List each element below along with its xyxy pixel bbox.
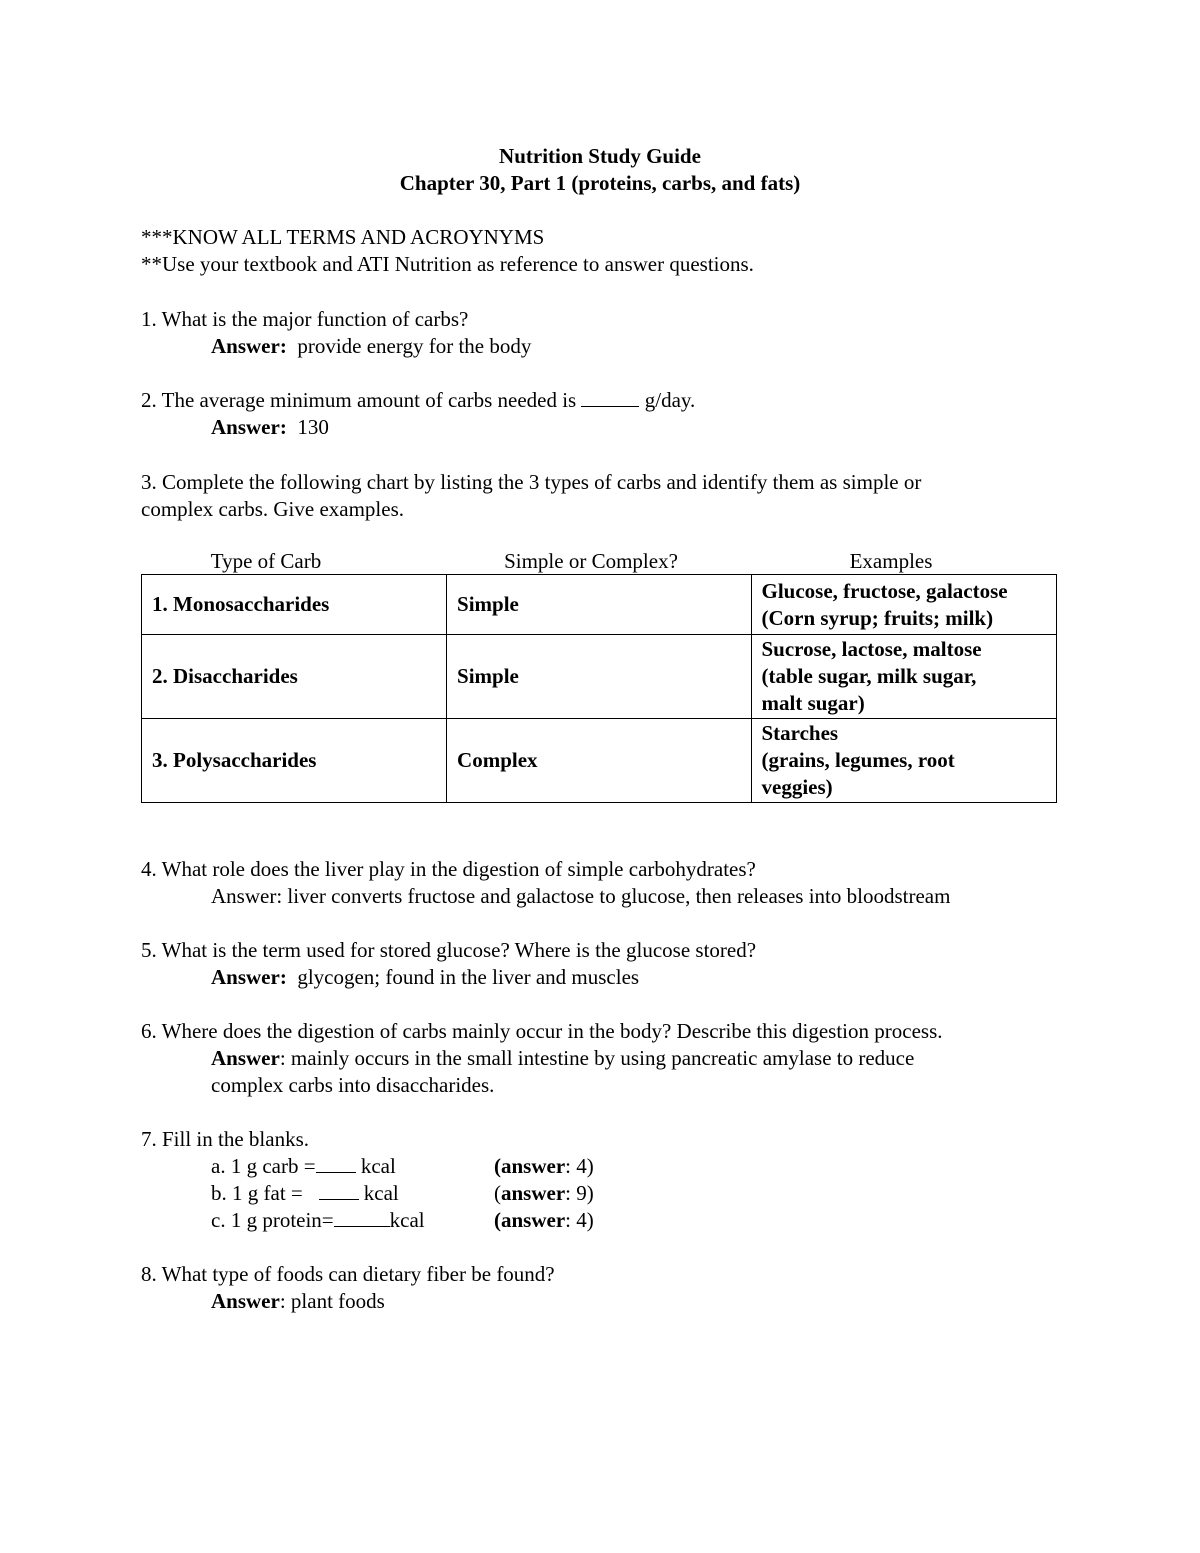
answer-value: : 4) [565, 1154, 594, 1178]
answer-blank [319, 1181, 359, 1200]
question-1: 1. What is the major function of carbs? [141, 307, 469, 331]
question-2 [141, 388, 695, 413]
item-unit: kcal [360, 1154, 396, 1178]
table-row [142, 635, 1057, 719]
column-header-type: Type of Carb [210, 549, 322, 573]
item-unit: kcal [389, 1208, 425, 1232]
answer-word: answer [501, 1208, 566, 1232]
answer-6-line-1 [211, 1046, 914, 1071]
answer-blank [334, 1208, 390, 1227]
answer-5 [211, 965, 639, 990]
fill-blank-item [211, 1154, 396, 1179]
question-5: 5. What is the term used for stored glucose? Where is the glucose stored? [141, 938, 757, 962]
table-row [142, 575, 1057, 635]
examples-line: malt sugar) [761, 691, 865, 715]
carb-types-table [141, 574, 1057, 803]
paren: ( [494, 1154, 501, 1178]
document-subtitle: Chapter 30, Part 1 (proteins, carbs, and fats) [399, 171, 801, 195]
item-label: c. 1 g protein= [211, 1208, 334, 1232]
cell-type: 2. Disaccharides [142, 635, 447, 719]
item-label: b. 1 g fat = [211, 1181, 303, 1205]
examples-line: (Corn syrup; fruits; milk) [761, 605, 994, 630]
fill-blank-answer [494, 1154, 594, 1179]
cell-type: 1. Monosaccharides [142, 575, 447, 635]
column-header-kind: Simple or Complex? [504, 549, 678, 573]
cell-kind: Simple [447, 575, 751, 635]
paren: ( [494, 1208, 501, 1232]
document-title: Nutrition Study Guide [499, 144, 701, 168]
answer-blank [581, 388, 639, 407]
answer-text: glycogen; found in the liver and muscles [297, 965, 640, 989]
answer-text: 130 [297, 415, 329, 439]
cell-examples [751, 575, 1057, 635]
answer-label: Answer [211, 1289, 280, 1313]
item-unit: kcal [363, 1181, 399, 1205]
question-6: 6. Where does the digestion of carbs mainly occur in the body? Describe this digestion process. [141, 1019, 943, 1043]
question-8: 8. What type of foods can dietary fiber be found? [141, 1262, 555, 1286]
fill-blank-item [211, 1181, 399, 1206]
answer-word: answer [501, 1181, 566, 1205]
fill-blank-answer [494, 1208, 594, 1233]
examples-line: Sucrose, lactose, maltose [761, 637, 982, 661]
answer-6-line-2: complex carbs into disaccharides. [211, 1073, 495, 1097]
question-unit: g/day. [644, 388, 696, 412]
answer-label: Answer: [211, 334, 287, 358]
examples-line: veggies) [761, 775, 833, 799]
item-label: a. 1 g carb = [211, 1154, 316, 1178]
question-text: 2. The average minimum amount of carbs needed is [141, 388, 577, 412]
answer-value: : 4) [565, 1208, 594, 1232]
question-7: 7. Fill in the blanks. [141, 1127, 309, 1151]
answer-1 [211, 334, 531, 359]
answer-blank [316, 1154, 356, 1173]
table-row [142, 719, 1057, 803]
cell-kind: Complex [447, 719, 751, 803]
answer-4: Answer: liver converts fructose and galactose to glucose, then releases into bloodstream [211, 884, 951, 908]
question-3-line-1: 3. Complete the following chart by listing the 3 types of carbs and identify them as simple or [141, 470, 922, 494]
answer-label: Answer: [211, 415, 287, 439]
question-3-line-2: complex carbs. Give examples. [141, 497, 404, 521]
examples-line: (table sugar, milk sugar, [761, 664, 977, 688]
answer-word: answer [501, 1154, 566, 1178]
cell-examples [751, 635, 1057, 719]
examples-line: Starches [761, 721, 839, 745]
examples-line: (grains, legumes, root [761, 748, 955, 772]
column-header-examples: Examples [849, 549, 933, 573]
answer-label: Answer: [211, 965, 287, 989]
answer-text: : plant foods [279, 1289, 385, 1313]
paren: ( [494, 1181, 501, 1205]
cell-kind: Simple [447, 635, 751, 719]
note-terms: ***KNOW ALL TERMS AND ACROYNYMS [141, 225, 545, 249]
answer-8 [211, 1289, 385, 1314]
fill-blank-answer [494, 1181, 594, 1206]
answer-text: : mainly occurs in the small intestine by using pancreatic amylase to reduce [279, 1046, 915, 1070]
answer-label: Answer [211, 1046, 280, 1070]
cell-type: 3. Polysaccharides [142, 719, 447, 803]
answer-text: provide energy for the body [297, 334, 532, 358]
question-4: 4. What role does the liver play in the digestion of simple carbohydrates? [141, 857, 756, 881]
answer-2 [211, 415, 329, 440]
cell-examples [751, 719, 1057, 803]
note-reference: **Use your textbook and ATI Nutrition as reference to answer questions. [141, 252, 754, 276]
examples-line: Glucose, fructose, galactose [761, 578, 1008, 603]
answer-value: : 9) [565, 1181, 594, 1205]
fill-blank-item [211, 1208, 425, 1233]
